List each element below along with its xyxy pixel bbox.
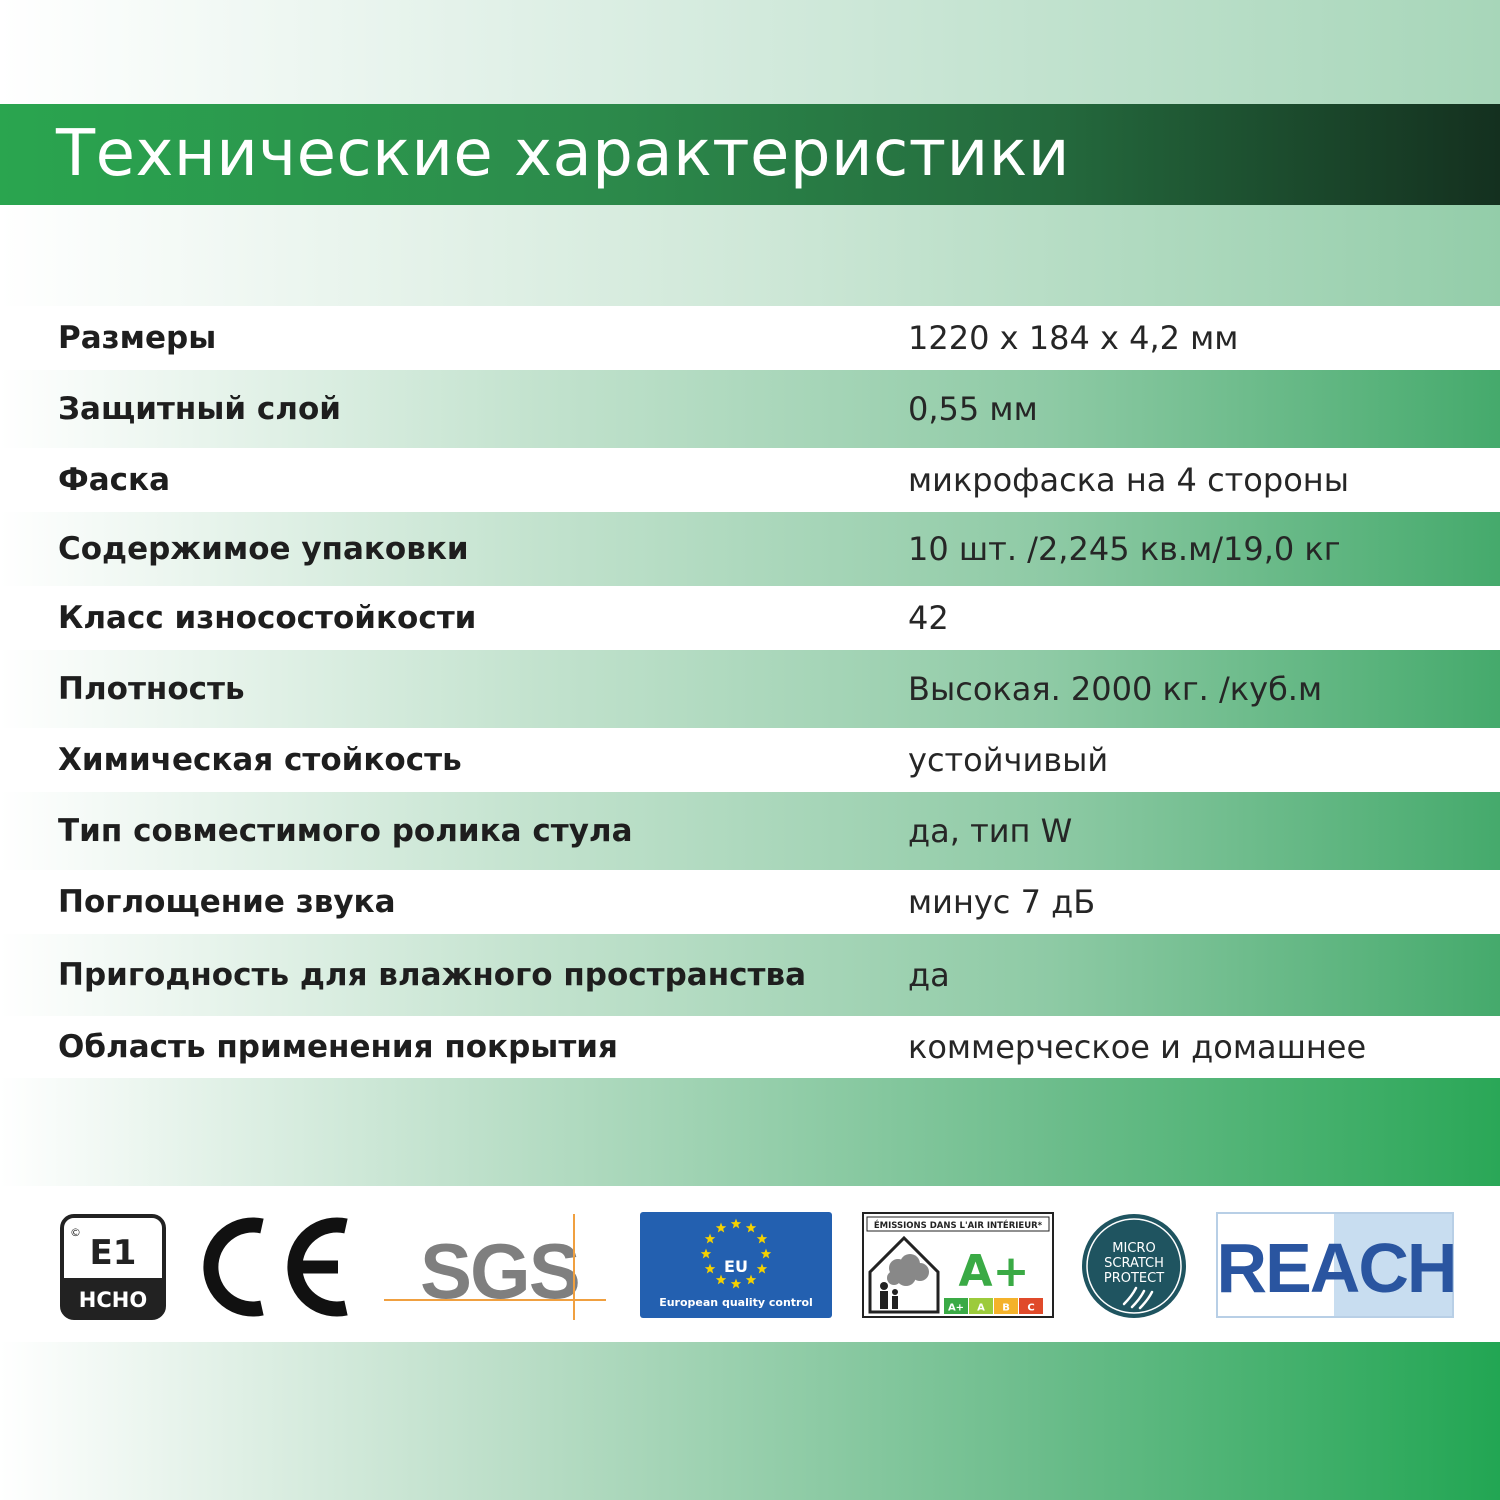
spec-label: Защитный слой — [58, 391, 341, 427]
e1-hcho-logo — [60, 1214, 166, 1320]
micro-line-3: PROTECT — [1103, 1271, 1165, 1286]
spec-value: 10 шт. /2,245 кв.м/19,0 кг — [908, 530, 1341, 568]
eu-quality-logo — [640, 1212, 832, 1318]
ce-mark-logo — [198, 1214, 358, 1320]
spec-value: 0,55 мм — [908, 390, 1038, 428]
emission-scale-label: C — [1027, 1302, 1035, 1314]
eu-caption: European quality control — [659, 1296, 813, 1309]
spec-label: Поглощение звука — [58, 884, 396, 920]
eu-text: EU — [724, 1257, 748, 1276]
micro-scratch-protect-logo — [1080, 1212, 1188, 1320]
spec-label: Размеры — [58, 320, 217, 356]
top-gradient-band — [0, 0, 1500, 104]
title-bar — [0, 104, 1500, 205]
micro-line-2: SCRATCH — [1104, 1256, 1164, 1271]
spec-label: Содержимое упаковки — [58, 531, 469, 567]
ce-text — [358, 1214, 359, 1215]
certification-logos — [0, 1186, 1500, 1342]
emissions-grade: A+ — [958, 1246, 1030, 1297]
bottom-gradient-band — [0, 1342, 1500, 1500]
sub-gradient-band — [0, 205, 1500, 306]
spec-label: Класс износостойкости — [58, 600, 477, 636]
e1-text: E1 — [89, 1233, 137, 1273]
spec-value: коммерческое и домашнее — [908, 1028, 1367, 1066]
spec-label: Тип совместимого ролика стула — [58, 813, 633, 849]
reach-logo — [1216, 1212, 1454, 1318]
spec-label: Плотность — [58, 671, 245, 707]
spec-table — [0, 306, 1500, 1078]
emissions-header: ÉMISSIONS DANS L'AIR INTÉRIEUR* — [873, 1221, 1043, 1231]
spec-label: Пригодность для влажного пространства — [58, 957, 807, 993]
emission-scale-label: A+ — [947, 1302, 965, 1314]
e1-mark: © — [70, 1226, 81, 1239]
spec-value: 1220 x 184 x 4,2 мм — [908, 319, 1239, 357]
sgs-text: SGS — [420, 1227, 579, 1315]
spec-value: устойчивый — [908, 741, 1109, 779]
spec-row — [0, 586, 1500, 650]
spec-value: да, тип W — [908, 812, 1073, 850]
emission-scale-label: B — [1002, 1302, 1010, 1314]
spec-value: микрофаска на 4 стороны — [908, 461, 1349, 499]
spec-row — [0, 870, 1500, 934]
emission-scale-label: A — [977, 1302, 985, 1314]
reach-text: REACH — [1216, 1229, 1454, 1307]
spec-row — [0, 306, 1500, 370]
hcho-text: HCHO — [78, 1288, 148, 1312]
spec-row — [0, 370, 1500, 448]
spec-row — [0, 512, 1500, 586]
spec-row — [0, 650, 1500, 728]
page-title: Технические характеристики — [56, 117, 1070, 191]
spec-label: Область применения покрытия — [58, 1029, 618, 1065]
indoor-emissions-logo — [862, 1212, 1054, 1318]
spec-label: Химическая стойкость — [58, 742, 462, 778]
spec-row — [0, 792, 1500, 870]
micro-line-1: MICRO — [1112, 1241, 1156, 1256]
spec-row — [0, 934, 1500, 1016]
spec-value: да — [908, 956, 950, 994]
spec-row — [0, 1016, 1500, 1078]
sgs-logo — [384, 1212, 608, 1322]
spec-value: Высокая. 2000 кг. /куб.м — [908, 670, 1323, 708]
spec-label: Фаска — [58, 462, 170, 498]
spec-value: минус 7 дБ — [908, 883, 1096, 921]
middle-gradient-band — [0, 1078, 1500, 1186]
spec-row — [0, 448, 1500, 512]
spec-value: 42 — [908, 599, 949, 637]
spec-row — [0, 728, 1500, 792]
